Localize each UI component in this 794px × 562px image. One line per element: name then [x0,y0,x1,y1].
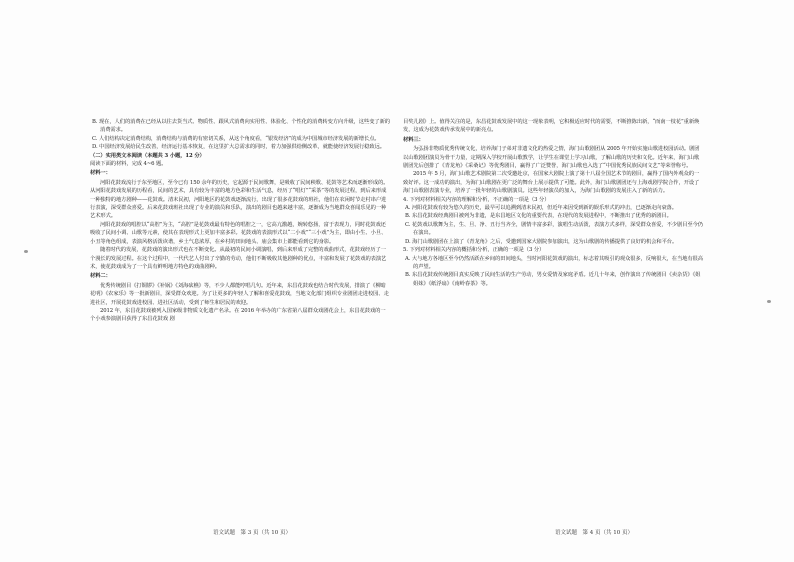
answer-option: C. 人们结构决定消费结构，消费结构与消费的有密切关系，从这个角度看，“银发经济”的成为中国城市经济发展的新增长点。 [92,135,380,142]
answer-option: C. 花鼓戏以歌舞为主，生、旦、净、丑行当齐全，剧情丰富多彩，演唱生动活泼，表演方式多样，深受群众喜爱，不少剧目至今仍在演出。 [405,221,703,237]
text-paragraph: 优秀传统剧目《打铜锣》《补锅》《刘海砍樵》等，不少人都能哼唱几句。近年来，东昌花鼓戏也结合时代发展，排演了《柳暗花明》《农家乐》等一批新剧目，深受群众欢迎。为了让更多的年轻人了解和喜爱花鼓戏，当地文化部门组织专业剧团走进校园、走进社区，开展花鼓戏进校园、进社区活动，受到了师生和居民的欢迎。 [90,282,389,306]
answer-option: D. 海门山歌剧团在上演了《青龙角》之后，受邀到国家大剧院参加演出，这为山歌剧的传播提供了良好的机会和平台。 [405,238,678,245]
question-stem: 4. 下列对材料相关内容的理解和分析，不正确的一项是（3 分） [403,196,550,203]
text-paragraph: 随着时代的发展，花鼓戏的演出形式也在不断变化。从最初的民间小调演唱，到后来形成了完整的戏曲形式，花鼓戏经历了一个漫长的发展过程。在这个过程中，一代代艺人付出了辛勤的劳动，他们不断吸收其他剧种的优点，丰富和发展了花鼓戏的表演艺术，使花鼓戏成为了一个具有鲜明地方特色的戏曲剧种。 [90,247,387,270]
material-heading: 材料三： [403,136,424,143]
text-paragraph: 2012 年，东昌花鼓戏被列入国家级非物质文化遗产名录。在 2016 年举办的广东省第八届群众戏剧花会上，东昌花鼓戏的一个小戏参演剧目获得了东昌花鼓戏 剧 [90,307,386,323]
page-right [403,118,703,510]
answer-option: D. 中国经济发展给民生改善，经济运行基本恢复，在这里扩大总需求的同时，着力加强供给侧改革，就能使经济发展行稳致远。 [92,144,385,151]
text-paragraph: 阅读下面的材料，完成 4~6 题。 [90,161,167,168]
scan-smudge [24,250,28,253]
text-paragraph: 2015 年 5 月，海门山歌艺术剧院第二次受邀赴京，在国家大剧院上演了第十八届全国艺术节的剧目，赢得了国内外观众的一致好评。这一成功的演出，为海门山歌剧在更广泛的舞台上展示提供了可能。此外，海门山歌剧团还与上海戏剧学院合作，开设了海门山歌剧表演专业，培养了一批年轻的山歌剧演员。这些年轻演员的加入，为海门山歌剧的发展注入了新的活力。 [403,171,700,195]
material-heading: 材料一： [90,170,111,177]
section-heading: （二）实用类文本阅读（本题共 3 小题，12 分） [90,152,205,159]
page-left [90,118,390,510]
answer-option: A. 大与地方各地区至今仍然活跃在乡间的田间地头，当时河阳花鼓戏的演出，标志着其吸引的观众很多，反响很大，在当地有很高的声望。 [405,255,703,270]
text-paragraph: 为弘扬非物质优秀传统文化，培养海门子弟对非遗文化的热爱之情，海门山歌剧团从 2005 年开始实施山歌进校园活动。剧团以山歌剧团演员为骨干力量，定期深入学校开展山歌教学，让学生在课堂上学习山歌，了解山歌的历史和文化。近年来，海门山歌剧团先后创排了《青龙角》《采桑记》等优秀剧目，赢得了广泛赞誉，海门山歌也入选了“中国优秀民族民间文艺”等荣誉称号。 [403,146,700,170]
question-stem: 5. 下列对材料相关内容的概括和分析，正确的一项是（3 分） [403,247,545,254]
answer-option: B. 东昌花鼓戏经典剧目被列为非遗，是东昌地区文化的重要代表，在现代的发展进程中，不断推出了优秀的新剧目。 [405,213,672,220]
material-heading: 材料二： [90,273,111,280]
answer-option: B. 现在，人们的消费在已经从以往去货当式、物质性、跟风式消费向实用性、体验化、个性化的消费转变方向升级，这些变了新的消费需求。 [92,119,390,134]
scan-smudge [767,300,771,303]
text-paragraph: 目奖儿剧》上。值得关注的是，东昌花鼓戏发展中的这一现象表明，它积极适应时代的需要，不断推陈出新，“而南一枝花”重新焕发，这成为花鼓戏传承发展中的新亮点。 [403,119,700,134]
page-footer-right: 语文试题 第 4 页（共 10 页） [555,530,633,536]
answer-option: B. 东昌花鼓戏传统剧目真实反映了民间生活的生产劳动，男女爱情及家庭矛盾。近几十年来，创作演出了传统剧目《卖杂货》《姐姐妹》《纸浮扇》《南岭春茶》等。 [405,272,701,287]
answer-option: A. 河阳花鼓戏有较为悠久的历史，最早可以追溯到清末民初，但近年来因受到新的娱乐形式的冲击，已逐渐走向衰落。 [405,205,677,212]
text-paragraph: 河阳花鼓戏的唱腔以“高腔”为主，“高腔”是花鼓戏最有特色的唱腔之一，它高亢激越，婉转悠扬，富于表现力，同时花鼓戏还吸收了民间小调、山歌等元素，使其在表现形式上更加丰富多彩。花鼓戏的表演形式以“二小戏”“三小戏”为主，即由小生、小旦、小丑等角色组成，表演风格活泼诙谐，乡土气息浓厚，在乡村的田间地头、庙会集市上都能看到它的身影。 [90,221,387,245]
text-paragraph: 河阳花鼓戏流行于东至地区，至今已有 150 余年的历史，它起源于民间歌舞，是吸收了民间秧歌、花鼓等艺术而逐渐形成的。从河阳花鼓戏发展的历程看，民间的艺术，具有较为丰富的地方色彩和生活气息，经历了“唱灯”“采茶”等的发展过程，到后来形成一种独特的地方剧种——花鼓戏。清末民初，河阳地区的花鼓戏逐渐流行，出现了很多花鼓戏的班社，他们在农闲时节走村串户进行表演，深受群众喜爱。后来花鼓戏班社出现了专业的演员和乐队，演出的剧目也越来越丰富，逐渐成为当地群众喜闻乐见的一种艺术形式。 [90,179,389,220]
page-footer-left: 语文试题 第 3 页（共 10 页） [213,530,291,536]
